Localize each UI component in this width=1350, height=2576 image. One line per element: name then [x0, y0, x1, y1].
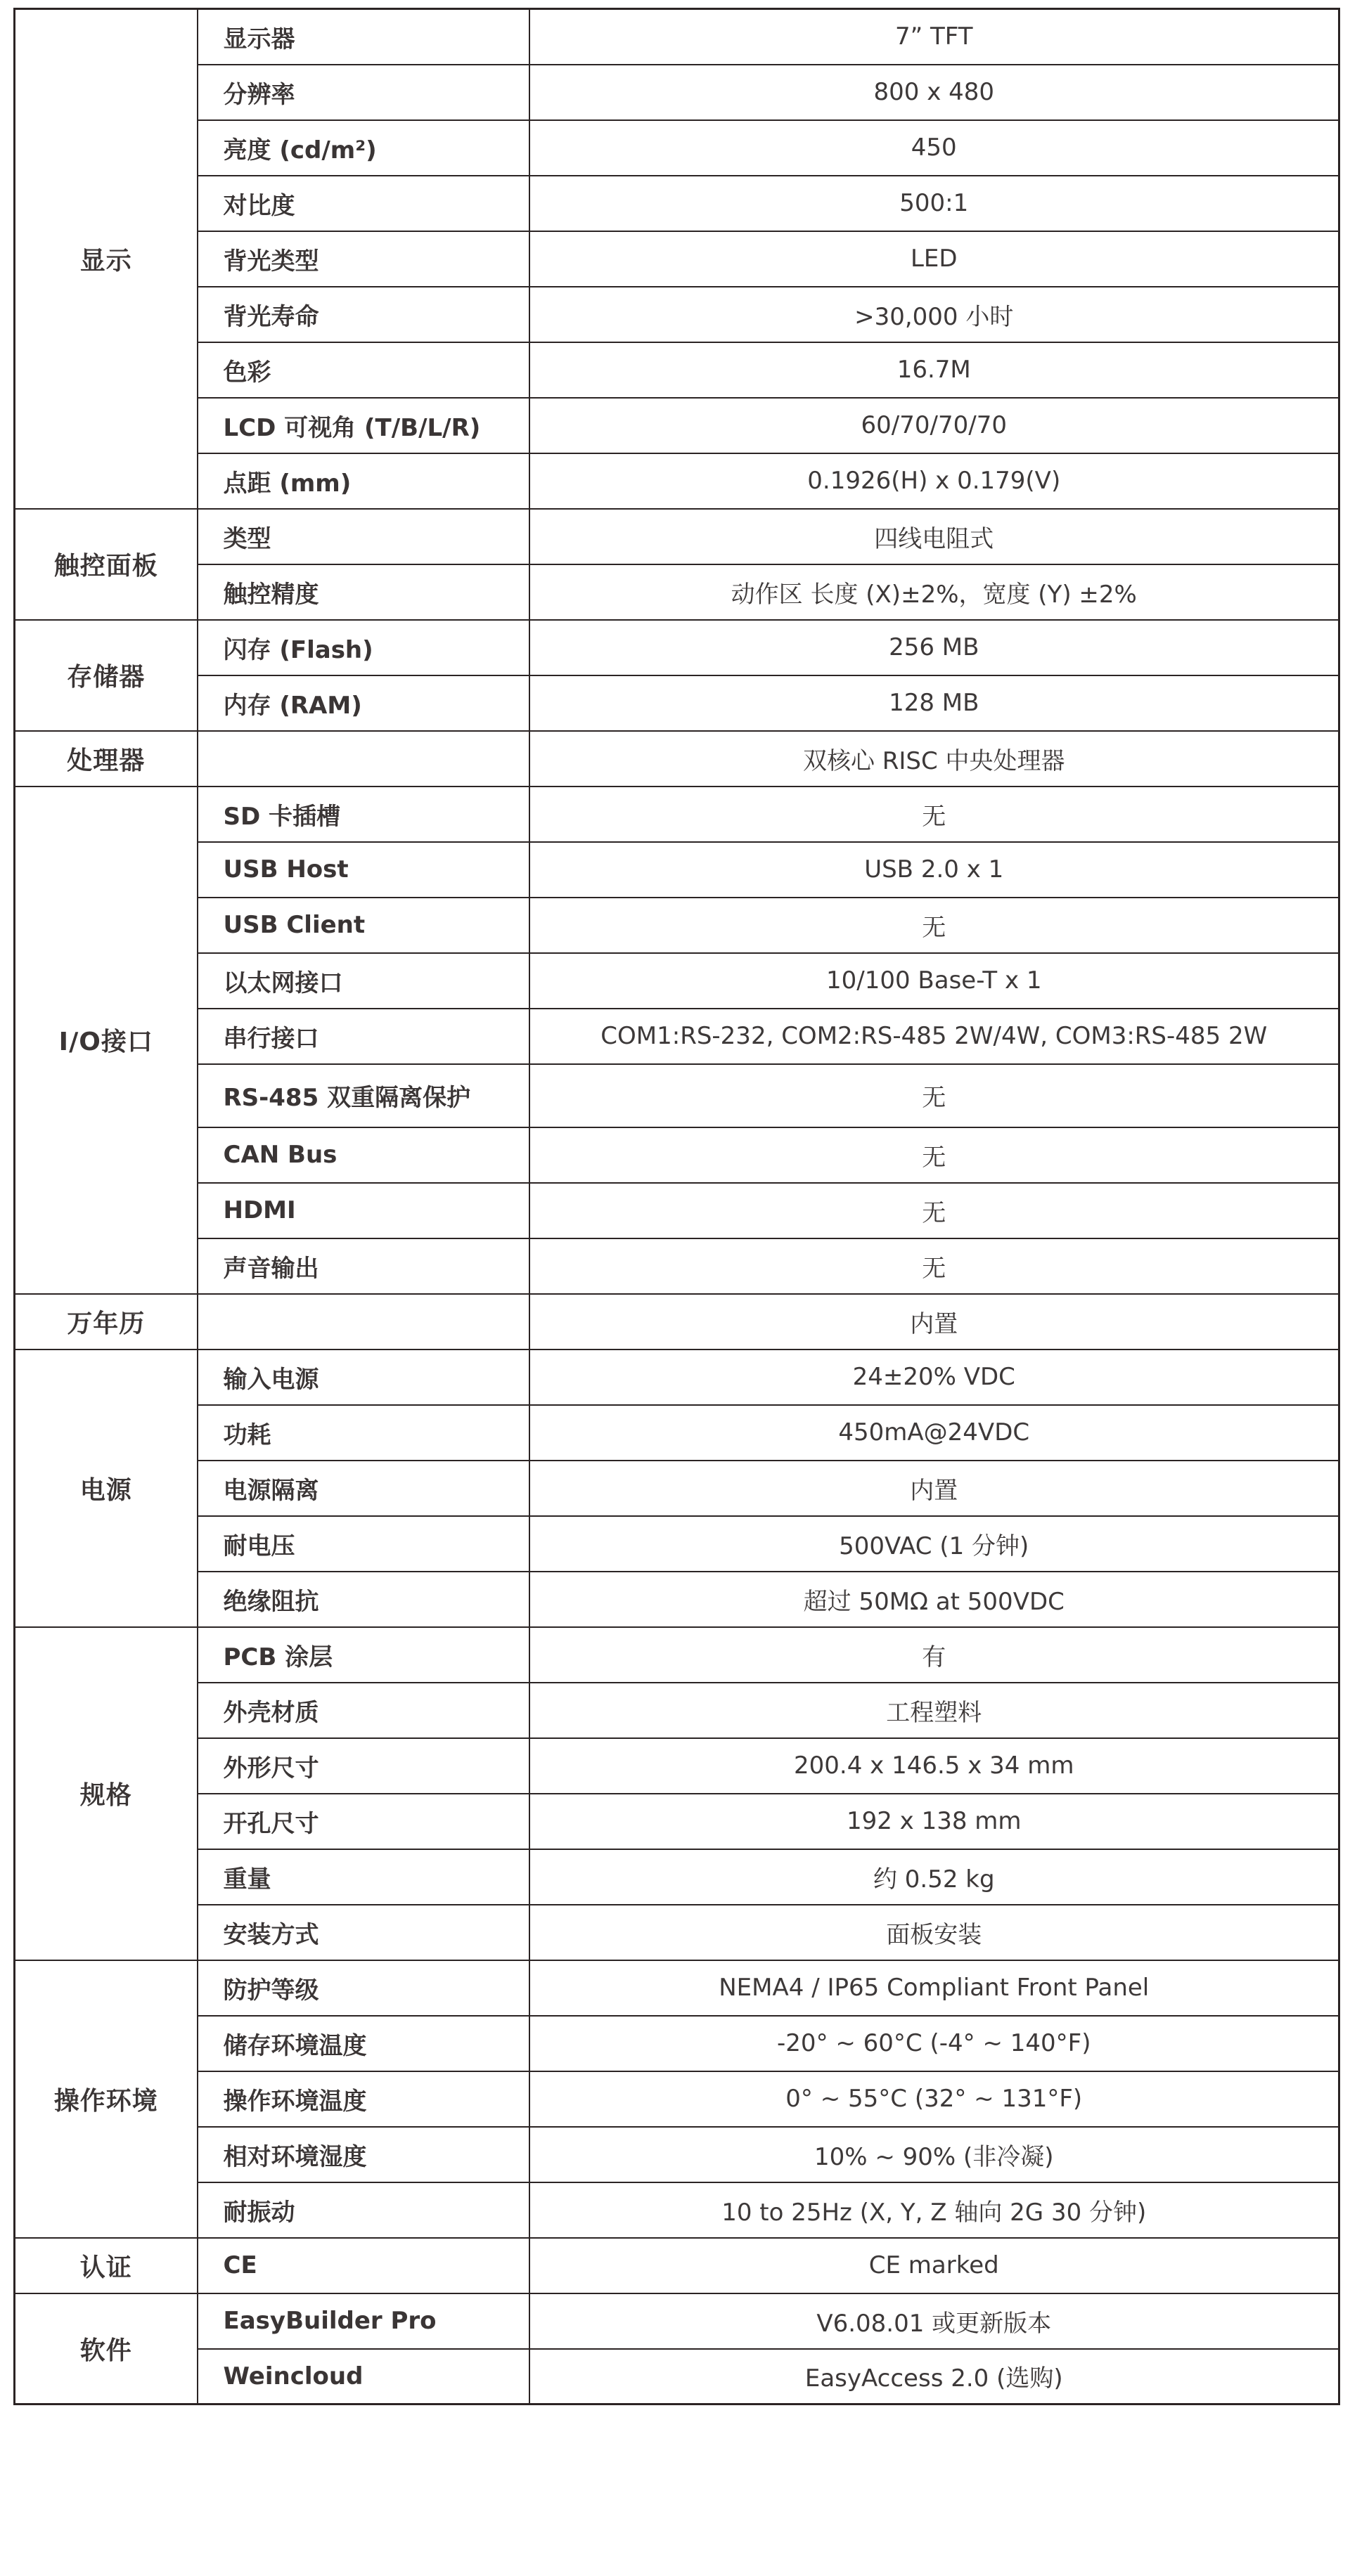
spec-value: CE marked [529, 2238, 1339, 2293]
spec-label: HDMI [198, 1183, 529, 1238]
spec-label: 相对环境湿度 [198, 2127, 529, 2182]
spec-value: COM1:RS-232, COM2:RS-485 2W/4W, COM3:RS-485 2W [529, 1009, 1339, 1064]
spec-value: 16.7M [529, 342, 1339, 398]
spec-label: RS-485 双重隔离保护 [198, 1064, 529, 1127]
table-row [15, 1738, 1339, 1794]
table-row [15, 1905, 1339, 1960]
table-row [15, 1516, 1339, 1572]
spec-label: 输入电源 [198, 1350, 529, 1405]
spec-label: USB Host [198, 842, 529, 898]
spec-value: LED [529, 231, 1339, 287]
spec-label: SD 卡插槽 [198, 787, 529, 842]
spec-value: USB 2.0 x 1 [529, 842, 1339, 898]
spec-value: 无 [529, 898, 1339, 953]
spec-label: 耐振动 [198, 2182, 529, 2238]
group-label: 存储器 [15, 620, 198, 731]
table-row [15, 1405, 1339, 1461]
spec-label: 闪存 (Flash) [198, 620, 529, 675]
spec-value: 128 MB [529, 675, 1339, 731]
spec-value: 24±20% VDC [529, 1350, 1339, 1405]
spec-value: V6.08.01 或更新版本 [529, 2293, 1339, 2349]
spec-value: >30,000 小时 [529, 287, 1339, 342]
spec-label: 亮度 (cd/m²) [198, 120, 529, 176]
table-row [15, 398, 1339, 453]
group-label: 认证 [15, 2238, 198, 2293]
table-row [15, 1064, 1339, 1127]
table-row [15, 675, 1339, 731]
spec-table-body [15, 9, 1339, 2405]
spec-label: 储存环境温度 [198, 2016, 529, 2071]
spec-label: 开孔尺寸 [198, 1794, 529, 1849]
table-row [15, 620, 1339, 675]
group-label: I/O接口 [15, 787, 198, 1294]
spec-value: 四线电阻式 [529, 509, 1339, 564]
spec-label: CE [198, 2238, 529, 2293]
group-label: 规格 [15, 1627, 198, 1960]
spec-value: 内置 [529, 1461, 1339, 1516]
table-row [15, 1683, 1339, 1738]
spec-label: 内存 (RAM) [198, 675, 529, 731]
spec-label: 触控精度 [198, 564, 529, 620]
spec-value: 800 x 480 [529, 65, 1339, 120]
spec-label: 重量 [198, 1849, 529, 1905]
spec-value: 200.4 x 146.5 x 34 mm [529, 1738, 1339, 1794]
table-row [15, 2016, 1339, 2071]
group-label: 触控面板 [15, 509, 198, 620]
spec-label: 声音输出 [198, 1238, 529, 1294]
spec-label [198, 731, 529, 787]
table-row [15, 898, 1339, 953]
table-row [15, 453, 1339, 509]
spec-label: CAN Bus [198, 1127, 529, 1183]
spec-value: 有 [529, 1627, 1339, 1683]
spec-label: 耐电压 [198, 1516, 529, 1572]
spec-label [198, 1294, 529, 1350]
spec-value: 动作区 长度 (X)±2%，宽度 (Y) ±2% [529, 564, 1339, 620]
spec-value: 无 [529, 1064, 1339, 1127]
spec-table [13, 8, 1340, 2405]
table-row [15, 2293, 1339, 2349]
spec-value: 无 [529, 1183, 1339, 1238]
table-row [15, 2071, 1339, 2127]
spec-label: 功耗 [198, 1405, 529, 1461]
spec-label: 对比度 [198, 176, 529, 231]
spec-value: 0.1926(H) x 0.179(V) [529, 453, 1339, 509]
spec-value: 450mA@24VDC [529, 1405, 1339, 1461]
spec-value: 无 [529, 1238, 1339, 1294]
spec-value: 无 [529, 787, 1339, 842]
group-label: 万年历 [15, 1294, 198, 1350]
table-row [15, 1294, 1339, 1350]
table-row [15, 509, 1339, 564]
spec-label: 显示器 [198, 9, 529, 65]
spec-value: 500VAC (1 分钟) [529, 1516, 1339, 1572]
spec-label: 串行接口 [198, 1009, 529, 1064]
group-label: 操作环境 [15, 1960, 198, 2238]
spec-value: 7” TFT [529, 9, 1339, 65]
spec-label: EasyBuilder Pro [198, 2293, 529, 2349]
spec-label: 外壳材质 [198, 1683, 529, 1738]
spec-label: PCB 涂层 [198, 1627, 529, 1683]
table-row [15, 564, 1339, 620]
spec-value: 面板安装 [529, 1905, 1339, 1960]
spec-label: 类型 [198, 509, 529, 564]
spec-value: -20° ~ 60°C (-4° ~ 140°F) [529, 2016, 1339, 2071]
table-row [15, 2238, 1339, 2293]
spec-label: 操作环境温度 [198, 2071, 529, 2127]
group-label: 处理器 [15, 731, 198, 787]
table-row [15, 342, 1339, 398]
spec-label: USB Client [198, 898, 529, 953]
table-row [15, 953, 1339, 1009]
spec-value: 0° ~ 55°C (32° ~ 131°F) [529, 2071, 1339, 2127]
spec-value: 10 to 25Hz (X, Y, Z 轴向 2G 30 分钟) [529, 2182, 1339, 2238]
table-row [15, 787, 1339, 842]
table-row [15, 1794, 1339, 1849]
spec-value: 192 x 138 mm [529, 1794, 1339, 1849]
spec-label: 安装方式 [198, 1905, 529, 1960]
table-row [15, 1350, 1339, 1405]
spec-value: NEMA4 / IP65 Compliant Front Panel [529, 1960, 1339, 2016]
table-row [15, 9, 1339, 65]
spec-label: 背光寿命 [198, 287, 529, 342]
spec-value: 10% ~ 90% (非冷凝) [529, 2127, 1339, 2182]
spec-value: 60/70/70/70 [529, 398, 1339, 453]
spec-label: 背光类型 [198, 231, 529, 287]
spec-label: Weincloud [198, 2349, 529, 2405]
spec-value: 256 MB [529, 620, 1339, 675]
spec-label: 外形尺寸 [198, 1738, 529, 1794]
spec-label: 绝缘阻抗 [198, 1572, 529, 1627]
spec-value: 约 0.52 kg [529, 1849, 1339, 1905]
spec-value: 内置 [529, 1294, 1339, 1350]
spec-label: 电源隔离 [198, 1461, 529, 1516]
spec-value: 工程塑料 [529, 1683, 1339, 1738]
spec-label: 以太网接口 [198, 953, 529, 1009]
spec-value: 10/100 Base-T x 1 [529, 953, 1339, 1009]
group-label: 电源 [15, 1350, 198, 1627]
group-label: 软件 [15, 2293, 198, 2405]
spec-value: 450 [529, 120, 1339, 176]
table-row [15, 2127, 1339, 2182]
spec-label: 色彩 [198, 342, 529, 398]
spec-value: 无 [529, 1127, 1339, 1183]
table-row [15, 120, 1339, 176]
table-row [15, 1009, 1339, 1064]
table-row [15, 1572, 1339, 1627]
table-row [15, 731, 1339, 787]
table-row [15, 1627, 1339, 1683]
table-row [15, 1849, 1339, 1905]
spec-value: EasyAccess 2.0 (选购) [529, 2349, 1339, 2405]
table-row [15, 287, 1339, 342]
table-row [15, 65, 1339, 120]
spec-label: 分辨率 [198, 65, 529, 120]
spec-value: 500:1 [529, 176, 1339, 231]
spec-label: LCD 可视角 (T/B/L/R) [198, 398, 529, 453]
table-row [15, 842, 1339, 898]
spec-value: 双核心 RISC 中央处理器 [529, 731, 1339, 787]
table-row [15, 1238, 1339, 1294]
table-row [15, 1127, 1339, 1183]
spec-label: 点距 (mm) [198, 453, 529, 509]
table-row [15, 231, 1339, 287]
spec-label: 防护等级 [198, 1960, 529, 2016]
table-row [15, 1960, 1339, 2016]
table-row [15, 2349, 1339, 2405]
table-row [15, 2182, 1339, 2238]
table-row [15, 176, 1339, 231]
table-row [15, 1461, 1339, 1516]
group-label: 显示 [15, 9, 198, 509]
table-row [15, 1183, 1339, 1238]
spec-value: 超过 50MΩ at 500VDC [529, 1572, 1339, 1627]
